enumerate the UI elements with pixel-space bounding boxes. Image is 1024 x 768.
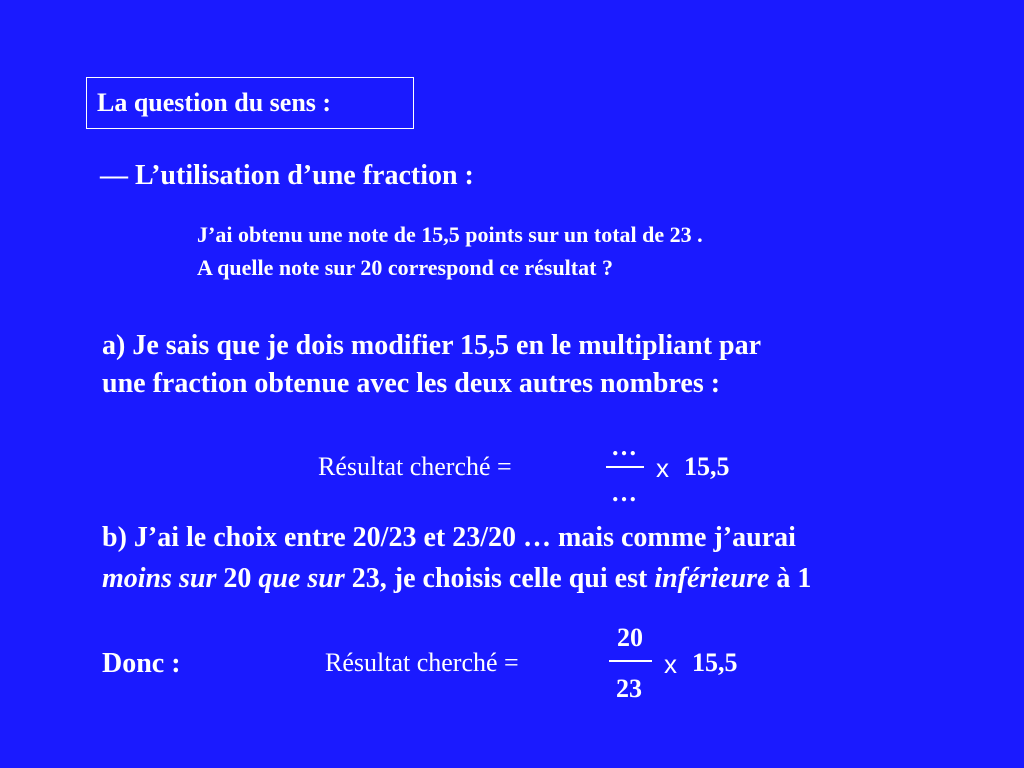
part-b-line-2: moins sur 20 que sur 23, je choisis celle qui est inférieure à 1 [102,563,812,594]
formula1-label: Résultat cherché = [318,452,512,481]
formula1-numerator: … [611,432,637,461]
formula1-fraction-bar [606,466,644,468]
formula1-denominator: … [611,478,637,507]
part-b-line-1: b) J’ai le choix entre 20/23 et 23/20 … mais comme j’aurai [102,522,796,553]
conclusion-label: Donc : [102,648,181,679]
part-b-italic-que-sur: que sur [258,563,345,594]
part-a-line-2: une fraction obtenue avec les deux autres nombres : [102,368,721,399]
part-b-italic-inferieure: inférieure [654,563,770,594]
part-b-italic-moins-sur: moins sur [102,563,217,594]
problem-line-2: A quelle note sur 20 correspond ce résultat ? [197,255,613,280]
part-a-line-1: a) Je sais que je dois modifier 15,5 en le multipliant par [102,330,762,361]
formula2-numerator: 20 [617,623,643,652]
formula1-value: 15,5 [684,452,730,481]
formula2-denominator: 23 [616,674,642,703]
slide-title: La question du sens : [97,88,332,117]
formula2-times-sign: x [664,649,677,679]
section-heading: — L’utilisation d’une fraction : [100,160,474,191]
formula2-fraction-bar [609,660,652,662]
formula2-label: Résultat cherché = [325,648,519,677]
problem-line-1: J’ai obtenu une note de 15,5 points sur un total de 23 . [197,222,703,247]
formula2-value: 15,5 [692,648,738,677]
formula1-times-sign: x [656,453,669,483]
